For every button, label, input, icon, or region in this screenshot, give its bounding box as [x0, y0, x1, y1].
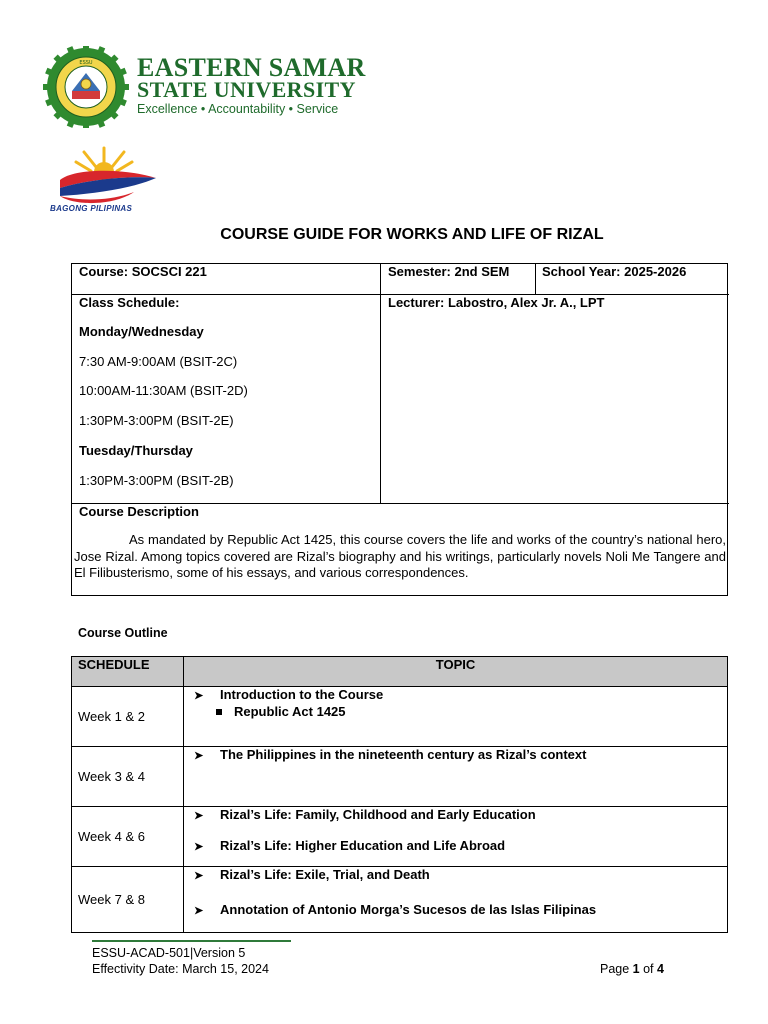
- column-divider: [380, 264, 381, 503]
- class-schedule-label: Class Schedule:: [79, 295, 180, 310]
- schedule-cell: Week 4 & 6: [72, 807, 184, 867]
- topic-cell: [184, 747, 728, 807]
- topic-text: Rizal’s Life: Family, Childhood and Early Education: [220, 807, 536, 822]
- schedule-day-group: Tuesday/Thursday: [79, 443, 193, 458]
- course-outline-table: [71, 656, 728, 933]
- university-name-line2: STATE UNIVERSITY: [137, 77, 356, 102]
- list-item: [216, 704, 346, 719]
- list-item: [194, 807, 536, 822]
- topic-cell: [184, 687, 728, 747]
- topic-cell: [184, 867, 728, 933]
- page-current: 1: [632, 962, 640, 976]
- document-code: ESSU-ACAD-501|Version 5: [92, 946, 246, 960]
- effectivity-date: Effectivity Date: March 15, 2024: [92, 962, 269, 976]
- course-code: Course: SOCSCI 221: [79, 264, 207, 279]
- course-description-text: As mandated by Republic Act 1425, this course covers the life and works of the country’s national hero, Jose Rizal. Among topics covered are Rizal’s biography and his writings, particularly novels Noli Me Tangere and El Filibusterismo, some of his essays, and various correspondences.: [74, 532, 726, 580]
- topic-text: Rizal’s Life: Higher Education and Life Abroad: [220, 838, 506, 853]
- page-number: [600, 962, 664, 976]
- page-total: 4: [657, 962, 664, 976]
- schedule-cell: Week 7 & 8: [72, 867, 184, 933]
- arrow-bullet-icon: ➤: [194, 750, 204, 762]
- page-of: of: [639, 962, 657, 976]
- topic-text: The Philippines in the nineteenth century as Rizal’s context: [220, 747, 587, 762]
- topic-text: Annotation of Antonio Morga’s Sucesos de las Islas Filipinas: [220, 902, 597, 917]
- arrow-bullet-icon: ➤: [194, 870, 204, 882]
- subtopic-text: Republic Act 1425: [234, 704, 346, 719]
- list-item: [194, 747, 586, 762]
- schedule-time: 1:30PM-3:00PM (BSIT-2B): [79, 473, 234, 488]
- schedule-cell: Week 3 & 4: [72, 747, 184, 807]
- course-description-label: Course Description: [79, 504, 199, 519]
- topic-text: Rizal’s Life: Exile, Trial, and Death: [220, 867, 430, 882]
- svg-text:ESSU: ESSU: [79, 60, 93, 66]
- schedule-cell: Week 1 & 2: [72, 687, 184, 747]
- schedule-time: 1:30PM-3:00PM (BSIT-2E): [79, 413, 234, 428]
- course-outline-label: Course Outline: [78, 626, 168, 640]
- university-name-line1: EASTERN SAMAR: [137, 53, 366, 82]
- schedule-day-group: Monday/Wednesday: [79, 324, 204, 339]
- school-year: School Year: 2025-2026: [542, 264, 687, 279]
- bagong-pilipinas-logo: [56, 140, 166, 206]
- arrow-bullet-icon: ➤: [194, 810, 204, 822]
- page-prefix: Page: [600, 962, 633, 976]
- list-item: [194, 867, 430, 882]
- schedule-header: SCHEDULE: [72, 657, 184, 687]
- arrow-bullet-icon: ➤: [194, 905, 204, 917]
- course-info-table: [71, 263, 728, 596]
- lecturer: Lecturer: Labostro, Alex Jr. A., LPT: [388, 295, 605, 310]
- schedule-time: 10:00AM-11:30AM (BSIT-2D): [79, 383, 248, 398]
- schedule-time: 7:30 AM-9:00AM (BSIT-2C): [79, 354, 238, 369]
- university-tagline: Excellence • Accountability • Service: [137, 102, 339, 116]
- arrow-bullet-icon: ➤: [194, 690, 204, 702]
- table-row: [72, 867, 728, 933]
- page-title: COURSE GUIDE FOR WORKS AND LIFE OF RIZAL: [220, 226, 604, 243]
- topic-text: Introduction to the Course: [220, 687, 384, 702]
- semester: Semester: 2nd SEM: [388, 264, 510, 279]
- topic-header: TOPIC: [184, 657, 728, 687]
- table-header-row: [72, 657, 728, 687]
- list-item: [194, 838, 505, 853]
- footer-divider: [92, 940, 291, 942]
- list-item: [194, 902, 596, 917]
- table-row: [72, 687, 728, 747]
- arrow-bullet-icon: ➤: [194, 841, 204, 853]
- university-seal-logo: [40, 46, 132, 128]
- bagong-pilipinas-label: BAGONG PILIPINAS: [50, 204, 133, 213]
- topic-cell: [184, 807, 728, 867]
- column-divider: [535, 264, 536, 295]
- table-row: [72, 807, 728, 867]
- square-bullet-icon: [216, 709, 222, 715]
- table-row: [72, 747, 728, 807]
- list-item: [194, 687, 383, 702]
